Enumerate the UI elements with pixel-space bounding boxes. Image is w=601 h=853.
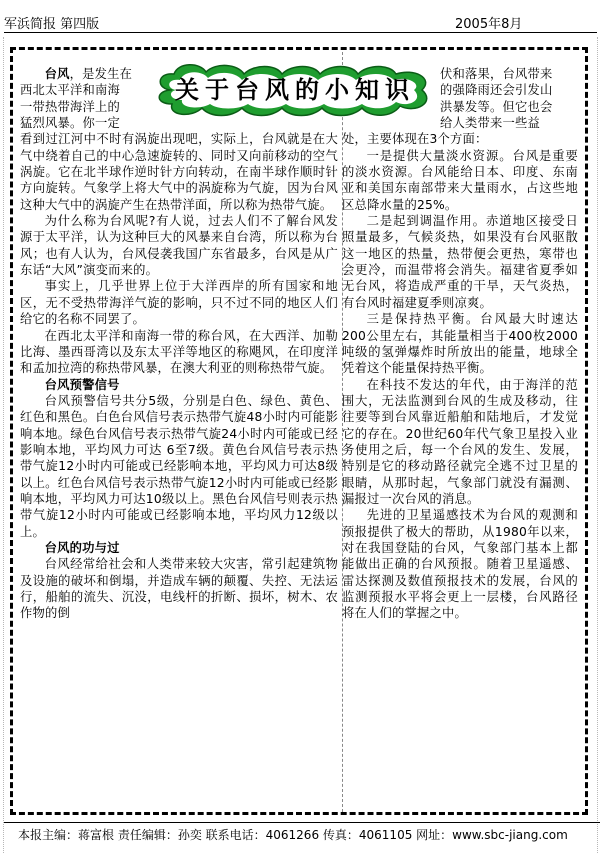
intro-line: 一带热带海洋上的 (20, 99, 120, 114)
paragraph: 二是起到调温作用。赤道地区接受日照量最多，气候炎热，如果没有台风驱散这一地区的热量，热带便会更热，寒带也会更冷，而温带将会消失。福建省夏季如无台风，将造成严重的干旱，天气炎热，有台风时福建夏季则凉爽。 (342, 214, 578, 310)
paragraph: 在科技不发达的年代，由于海洋的范围大，无法监测到台风的生成及移动，往往要等到台风靠近船舶和陆地后，才发觉它的存在。20世纪60年代气象卫星投入业务使用之后，每一个台风的发生、发展，特别是它的移动路径就完全逃不过卫星的眼睛，从那时起，气象部门就没有漏测、漏报过一次台风的消息。 (342, 377, 578, 506)
footer-rule (4, 822, 600, 823)
page-edge-left (3, 37, 4, 853)
intro-line: 给人类带来一些益 (440, 116, 540, 131)
footer-credits: 本报主编：蒋富根 责任编辑：孙奕 联系电话：4061266 传真：4061105 网址：www.sbc-jiang.com (18, 828, 568, 842)
paragraph: 先进的卫星遥感技术为台风的观测和预报提供了极大的帮助，从1980年以来，对在我国登陆的台风，气象部门基本上都能做出正确的台风预报。随着卫星遥感、雷达探测及数值预报技术的发展，台风的监测预报水平将会更上一层楼，台风路径将在人们的掌握之中。 (342, 508, 578, 621)
paragraph: 看到过江河中不时有涡旋出现吧，实际上，台风就是在大气中绕着自己的中心急速旋转的、同时又向前移动的空气涡旋。它在北半球作逆时针方向转动，在南半球作顺时针方向旋转。气象学上将大气中的涡旋称为气旋，因为台风这种大气中的涡旋产生在热带洋面，所以称为热带气旋。 (20, 132, 338, 212)
right-intro (440, 66, 578, 131)
paragraph: 为什么称为台风呢?有人说，过去人们不了解台风发源于太平洋，认为这种巨大的风暴来自台湾，所以称为台风；也有人认为，台风侵袭我国广东省最多，台风是从广东话“大风”演变而来的。 (20, 214, 338, 278)
header-rule (4, 32, 597, 33)
left-column (20, 66, 338, 622)
intro-line: 的强降雨还会引发山 (440, 83, 553, 98)
intro-line: 伏和落果，台风带来 (440, 67, 553, 81)
intro-line: 洪暴发等。但它也会 (440, 99, 553, 114)
section-heading: 台风预警信号 (44, 377, 120, 392)
header-issue: 军浜简报 第四版 (4, 17, 100, 32)
intro-keyword: 台风 (44, 67, 70, 81)
intro-line: 西北太平洋和南海 (20, 83, 120, 98)
paragraph: 台风经常给社会和人类带来较大灾害，常引起建筑物及设施的破坏和倒塌，并造成车辆的颠覆、失控、无法运行，船舶的流失、沉没，电线杆的折断、损坏，树木、农作物的倒 (20, 557, 338, 621)
section-heading: 台风的功与过 (44, 540, 120, 555)
paragraph: 三是保持热平衡。台风最大时速达 200公里左右，其能量相当于400枚2000吨级的氢弹爆炸时所放出的能量，地球全凭着这个能量保持热平衡。 (342, 312, 578, 376)
intro-line: 猛烈风暴。你一定 (20, 116, 120, 131)
page-edge-right (597, 37, 598, 853)
header-date: 2005年8月 (455, 17, 523, 32)
paragraph: 在西北太平洋和南海一带的称台风，在大西洋、加勒比海、墨西哥湾以及东太平洋等地区的称飓风，在印度洋和孟加拉湾的称热带风暴，在澳大利亚的则称热带气旋。 (20, 328, 338, 376)
paragraph: 处，主要体现在3个方面： (342, 132, 488, 147)
page-header (0, 0, 601, 34)
paragraph: 事实上，几乎世界上位于大洋西岸的所有国家和地区，无不受热带海洋气旋的影响，只不过不同的地区人们给它的名称不同罢了。 (20, 279, 338, 327)
right-column (342, 66, 578, 622)
article-title: 关于台风的小知识 (175, 75, 415, 104)
left-intro (20, 66, 156, 131)
paragraph: 一是提供大量淡水资源。台风是重要的淡水资源。台风能给日本、印度、东南亚和美国东南部带来大量雨水，占这些地区总降水量的25%。 (342, 148, 578, 212)
page-footer (18, 826, 568, 843)
paragraph: 台风预警信号共分5级，分别是白色、绿色、黄色、红色和黑色。白色台风信号表示热带气旋48小时内可能影响本地。绿色台风信号表示热带气旋24小时内可能或已经影响本地，平均风力可达 6至7级。黄色台风信号表示热带气旋12小时内可能或已经影响本地，平均风力可达8级以上。红色台风信号表示热带气旋12小时内可能或已经影响本地，平均风力可达10级以上。黑色台风信号则表示热带气旋12小时内可能或已经影响本地，平均风力12级以上。 (20, 393, 338, 539)
intro-line: ，是发生在 (69, 67, 133, 81)
